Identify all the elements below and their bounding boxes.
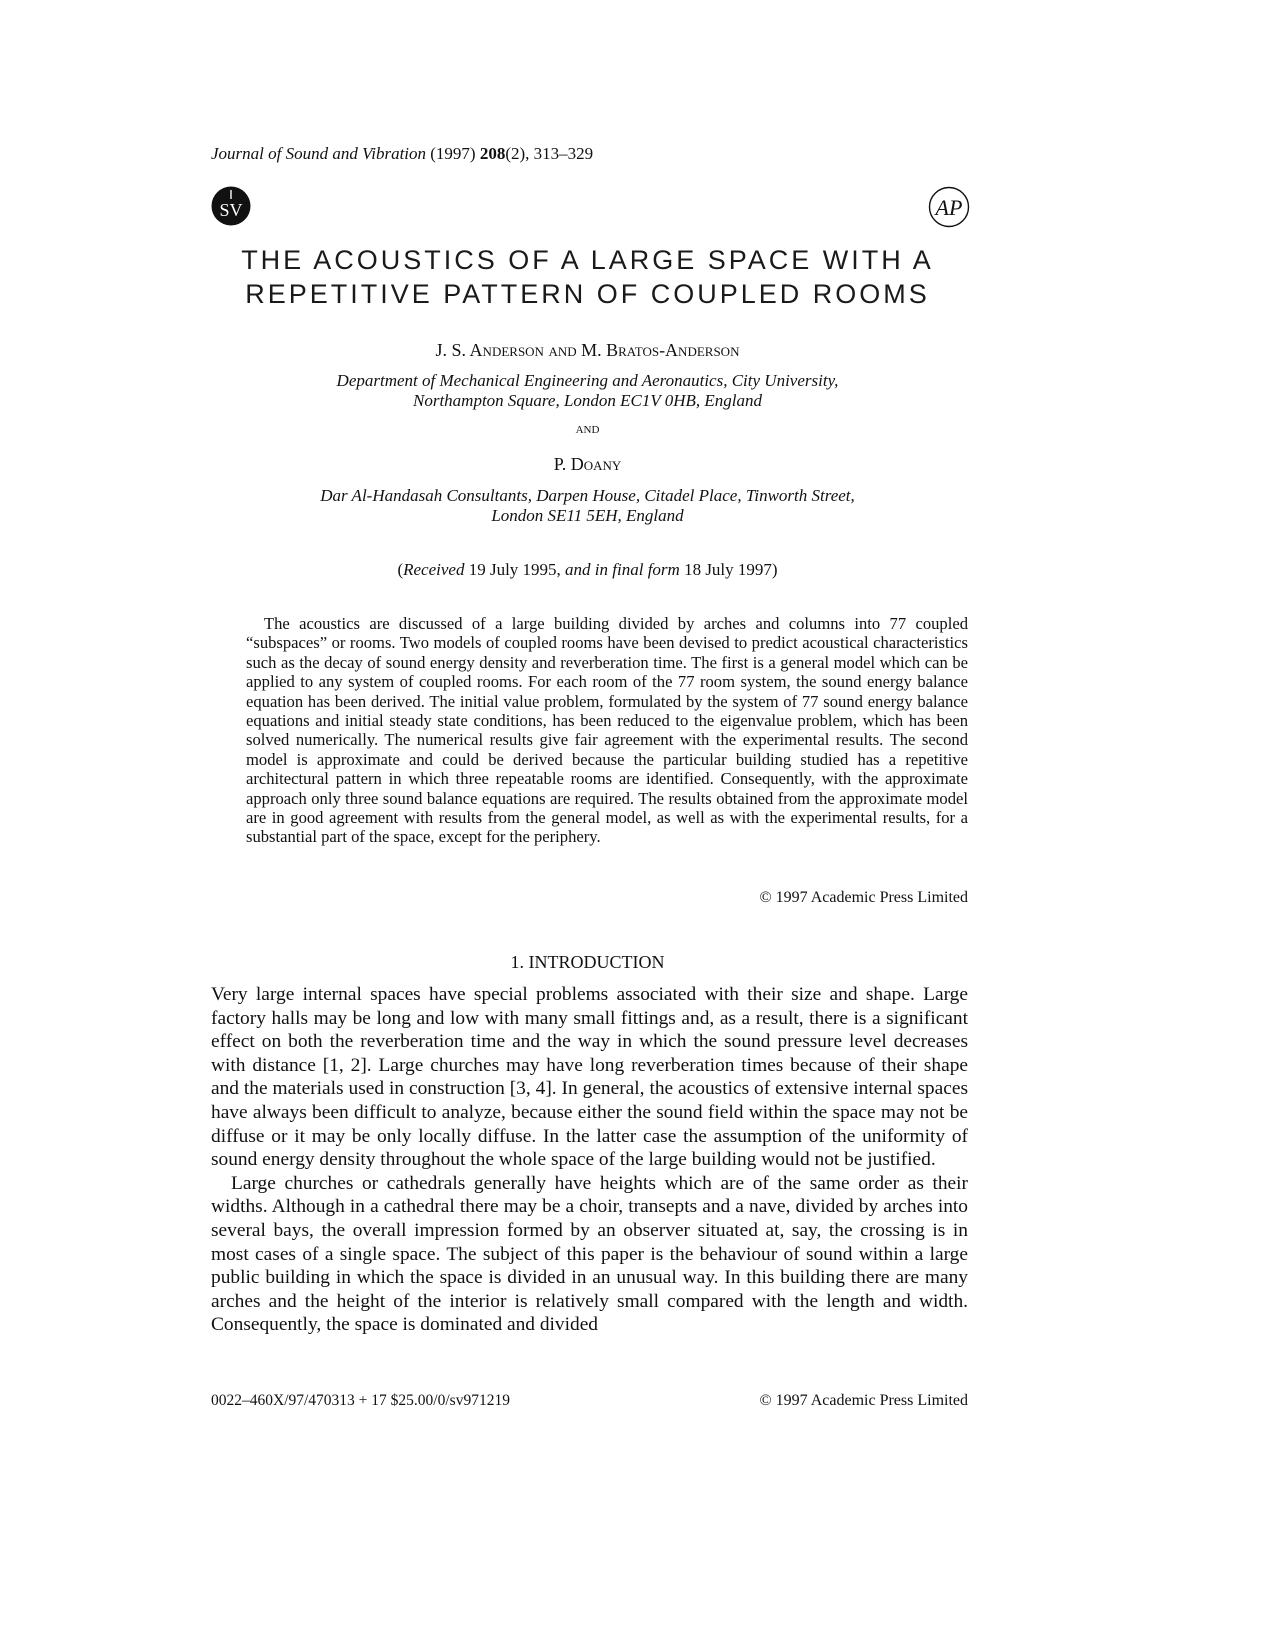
abstract-copyright: © 1997 Academic Press Limited (759, 889, 968, 906)
journal-volume: 208 (479, 144, 506, 163)
title-line-2: REPETITIVE PATTERN OF COUPLED ROOMS (245, 279, 930, 309)
sv-journal-logo (211, 186, 251, 226)
paper-title (180, 243, 995, 311)
affiliation-2-line-2: London SE11 5EH, England (491, 506, 684, 525)
footer-copyright: © 1997 Academic Press Limited (759, 1392, 968, 1409)
ap-logo-text: AP (935, 195, 963, 220)
abstract-text: The acoustics are discussed of a large building divided by arches and columns into 77 coupled “subspaces” or rooms. Two models of coupled rooms have been devised to predict acoustical characteristics such as the decay of sound energy density and reverberation time. The first is a general model which can be applied to any system of coupled rooms. For each room of the 77 room system, the sound energy balance equation has been derived. The initial value problem, formulated by the system of 77 sound energy balance equations and initial steady state conditions, has been reduced to the eigenvalue problem, which has been solved numerically. The numerical results give fair agreement with the experimental results. The second model is approximate and could be derived because the particular building studied has a repetitive architectural pattern in which three repeatable rooms are identified. Consequently, with the approximate approach only three sound balance equations are required. The results obtained from the approximate model are in good agreement with results from the general model, as well as with the experimental results, for a substantial part of the space, except for the periphery. (246, 614, 968, 847)
received-label: Received (403, 560, 465, 579)
received-dates (180, 560, 995, 580)
abstract (246, 614, 968, 847)
authors-group-2: P. Doany (553, 454, 622, 474)
intro-paragraph-2: Large churches or cathedrals generally have heights which are of the same order as their widths. Although in a cathedral there may be a choir, transepts and a nave, divided by arches into several bays, the overall impression formed by an observer situated at, say, the crossing is in most cases of a single space. The subject of this paper is the behaviour of sound within a large public building in which the space is divided in an unusual way. In this building there are many arches and the height of the interior is relatively small compared with the length and width. Consequently, the space is dominated and divided (211, 1172, 968, 1336)
affiliation-1-line-1: Department of Mechanical Engineering and Aeronautics, City University, (336, 371, 839, 390)
journal-year: (1997) (430, 144, 476, 163)
ap-publisher-logo (928, 186, 970, 228)
affiliation-2-line-1: Dar Al-Handasah Consultants, Darpen House, Citadel Place, Tinworth Street, (320, 486, 855, 505)
received-open: ( (397, 560, 404, 579)
sv-logo-text: SV (219, 200, 243, 220)
title-line-1: THE ACOUSTICS OF A LARGE SPACE WITH A (241, 245, 934, 275)
affiliation-1-line-2: Northampton Square, London EC1V 0HB, England (413, 391, 762, 410)
authors-group-1: J. S. Anderson and M. Bratos-Anderson (435, 340, 740, 360)
journal-citation (211, 144, 593, 164)
introduction-body (211, 983, 968, 1337)
and-separator: and (575, 421, 600, 437)
journal-issue-pages: (2), 313–329 (505, 144, 594, 163)
affiliation-2 (180, 486, 995, 526)
journal-name: Journal of Sound and Vibration (211, 144, 427, 163)
final-form-label: and in final form (565, 560, 680, 579)
section-heading-introduction: 1. INTRODUCTION (510, 952, 665, 972)
affiliation-1 (180, 371, 995, 411)
final-form-date: 18 July 1997) (679, 560, 778, 579)
received-date: 19 July 1995, (464, 560, 566, 579)
intro-paragraph-1: Very large internal spaces have special problems associated with their size and shape. Large factory halls may be long and low with many small fittings and, as a result, there is a significant effect on both the reverberation time and the way in which the sound pressure level decreases with distance [1, 2]. Large churches may have long reverberation times because of their shape and the materials used in construction [3, 4]. In general, the acoustics of extensive internal spaces have always been difficult to analyze, because either the sound field within the space may not be diffuse or it may be only locally diffuse. In the latter case the assumption of the uniformity of sound energy density throughout the whole space of the large building would not be justified. (211, 984, 968, 1171)
footer-article-code: 0022–460X/97/470313 + 17 $25.00/0/sv971219 (211, 1392, 510, 1409)
